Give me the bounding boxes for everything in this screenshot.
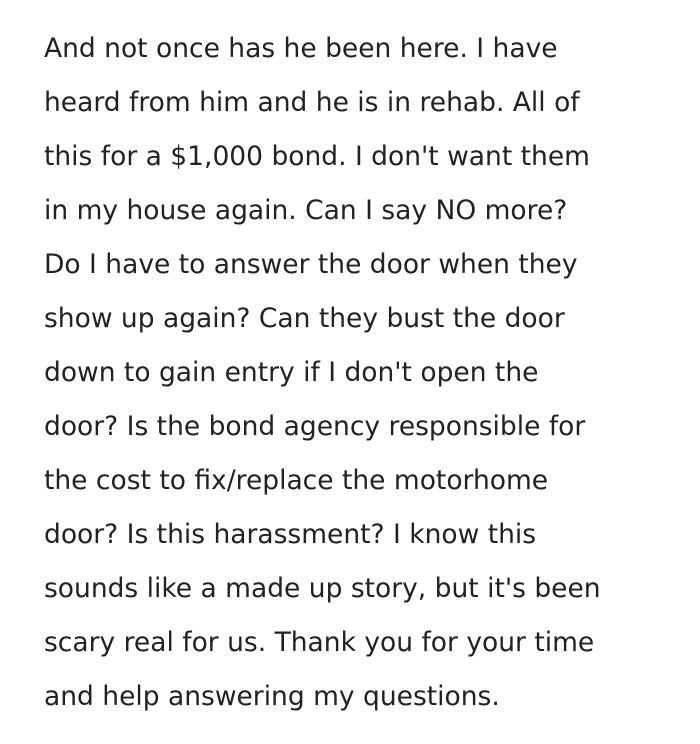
text-line: and help answering my questions. (44, 681, 500, 712)
text-line: Do I have to answer the door when they (44, 249, 578, 280)
text-line: door? Is this harassment? I know this (44, 519, 537, 550)
text-line: scary real for us. Thank you for your time (44, 627, 595, 658)
text-line: show up again? Can they bust the door (44, 303, 565, 334)
text-line: down to gain entry if I don't open the (44, 357, 539, 388)
text-line: the cost to fix/replace the motorhome (44, 465, 549, 496)
text-line: this for a $1,000 bond. I don't want them (44, 141, 590, 172)
text-line: door? Is the bond agency responsible for (44, 411, 586, 442)
text-line: sounds like a made up story, but it's been (44, 573, 601, 604)
text-line: And not once has he been here. I have (44, 33, 558, 64)
body-text (44, 22, 684, 724)
text-line: in my house again. Can I say NO more? (44, 195, 568, 226)
text-line: heard from him and he is in rehab. All of (44, 87, 580, 118)
